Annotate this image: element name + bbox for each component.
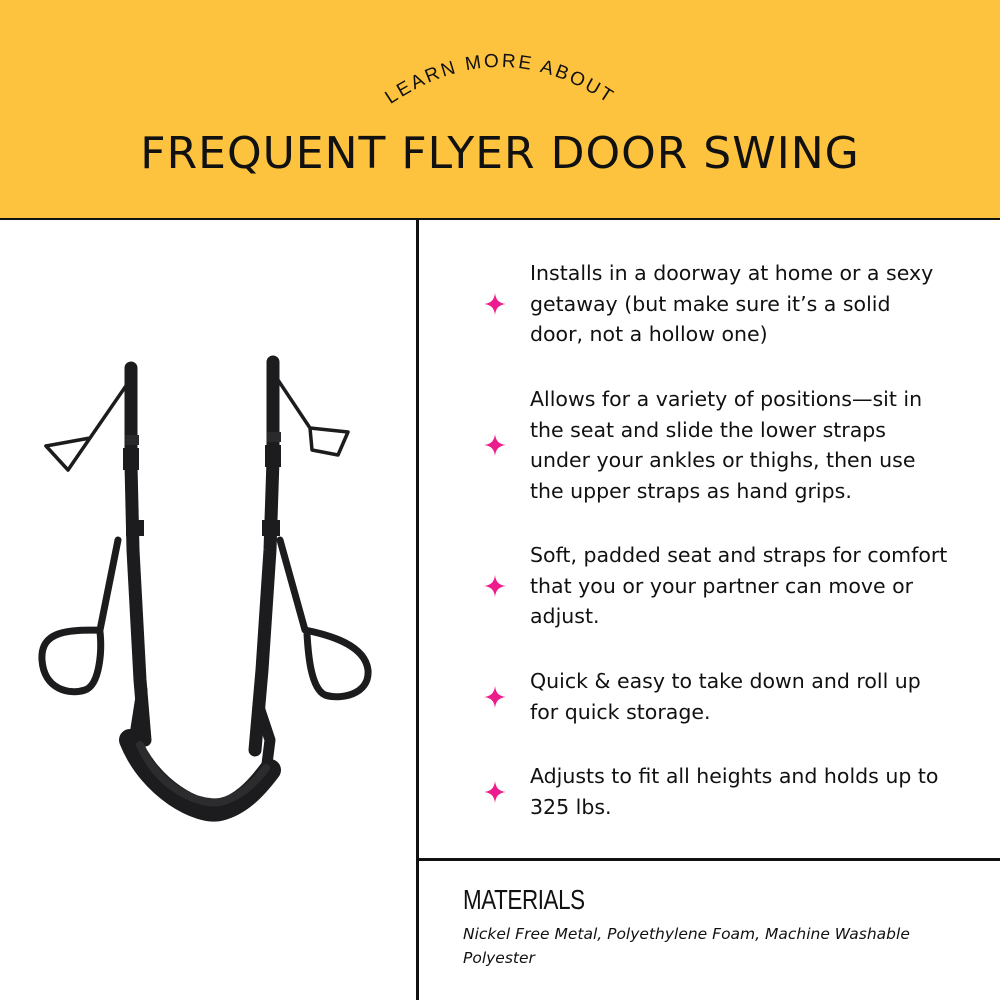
- feature-item: [470, 540, 950, 632]
- materials-text: Nickel Free Metal, Polyethylene Foam, Machine Washable Polyester: [463, 925, 910, 967]
- feature-text: Soft, padded seat and straps for comfort that you or your partner can move or adjust.: [530, 543, 948, 628]
- sparkle-icon: [470, 574, 530, 598]
- feature-item: [470, 666, 950, 727]
- page-title: FREQUENT FLYER DOOR SWING: [140, 128, 860, 179]
- horizontal-divider: [417, 858, 1000, 861]
- vertical-divider: [416, 220, 419, 1000]
- feature-text: Quick & easy to take down and roll up for quick storage.: [530, 669, 921, 724]
- materials-section: [463, 884, 963, 970]
- sparkle-icon: [470, 780, 530, 804]
- feature-item: [470, 761, 950, 822]
- product-image: [30, 350, 390, 830]
- feature-text: Installs in a doorway at home or a sexy getaway (but make sure it’s a solid door, not a hollow one): [530, 261, 934, 346]
- sparkle-icon: [470, 685, 530, 709]
- sparkle-icon: [470, 292, 530, 316]
- svg-text:LEARN MORE ABOUT: [382, 51, 619, 109]
- feature-text: Allows for a variety of positions—sit in the seat and slide the lower straps under your ankles or thighs, then use the upper straps as hand grips.: [530, 387, 923, 503]
- header-banner: [0, 0, 1000, 220]
- sparkle-icon: [470, 433, 530, 457]
- kicker-text: LEARN MORE ABOUT: [381, 50, 619, 109]
- kicker-arc-text: [350, 30, 650, 130]
- materials-heading: MATERIALS: [463, 884, 585, 915]
- feature-item: [470, 384, 950, 506]
- feature-item: [470, 258, 950, 350]
- feature-text: Adjusts to fit all heights and holds up to 325 lbs.: [530, 764, 939, 819]
